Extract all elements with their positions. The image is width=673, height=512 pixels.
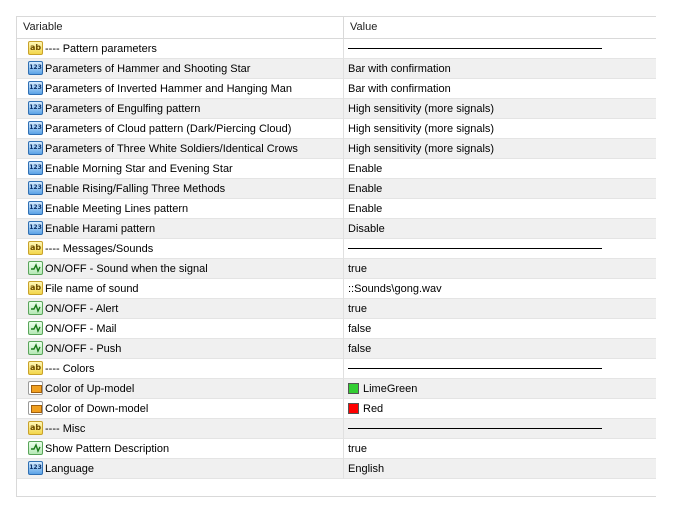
variable-cell[interactable] bbox=[17, 339, 344, 359]
number-type-icon: 123 bbox=[28, 221, 43, 235]
value-cell[interactable] bbox=[344, 379, 656, 399]
number-type-icon: 123 bbox=[28, 101, 43, 115]
variable-label: File name of sound bbox=[45, 283, 139, 295]
value-text: Enable bbox=[348, 203, 383, 215]
table-row[interactable] bbox=[17, 99, 656, 119]
value-text: ::Sounds\gong.wav bbox=[348, 283, 442, 295]
variable-label: Parameters of Engulfing pattern bbox=[45, 103, 201, 115]
table-row[interactable] bbox=[17, 159, 656, 179]
boolean-type-icon bbox=[28, 321, 43, 335]
separator-line bbox=[348, 48, 602, 49]
table-row[interactable] bbox=[17, 199, 656, 219]
variable-cell[interactable] bbox=[17, 79, 344, 99]
value-cell[interactable] bbox=[344, 359, 656, 379]
value-cell[interactable] bbox=[344, 339, 656, 359]
string-type-icon: ab bbox=[28, 281, 43, 295]
number-type-icon: 123 bbox=[28, 161, 43, 175]
value-cell[interactable] bbox=[344, 219, 656, 239]
value-cell[interactable] bbox=[344, 439, 656, 459]
value-text: English bbox=[348, 463, 385, 475]
value-text: High sensitivity (more signals) bbox=[348, 103, 495, 115]
variable-label: ---- Messages/Sounds bbox=[45, 243, 154, 255]
variable-label: Color of Up-model bbox=[45, 383, 135, 395]
variable-label: Enable Meeting Lines pattern bbox=[45, 203, 189, 215]
variable-cell[interactable] bbox=[17, 239, 344, 259]
value-text: false bbox=[348, 343, 372, 355]
variable-label: Parameters of Cloud pattern (Dark/Piercing Cloud) bbox=[45, 123, 292, 135]
string-type-icon: ab bbox=[28, 41, 43, 55]
variable-cell[interactable] bbox=[17, 319, 344, 339]
variable-cell[interactable] bbox=[17, 459, 344, 479]
number-type-icon: 123 bbox=[28, 181, 43, 195]
boolean-type-icon bbox=[28, 301, 43, 315]
value-cell[interactable] bbox=[344, 139, 656, 159]
variable-label: ON/OFF - Mail bbox=[45, 323, 117, 335]
value-text: Disable bbox=[348, 223, 385, 235]
value-cell[interactable] bbox=[344, 179, 656, 199]
value-text: High sensitivity (more signals) bbox=[348, 123, 495, 135]
variable-cell[interactable] bbox=[17, 439, 344, 459]
variable-cell[interactable] bbox=[17, 279, 344, 299]
number-type-icon: 123 bbox=[28, 141, 43, 155]
variable-cell[interactable] bbox=[17, 139, 344, 159]
separator-line bbox=[348, 248, 602, 249]
variable-cell[interactable] bbox=[17, 159, 344, 179]
table-header bbox=[17, 17, 656, 39]
variable-label: Enable Harami pattern bbox=[45, 223, 156, 235]
separator-line bbox=[348, 428, 602, 429]
value-cell[interactable] bbox=[344, 239, 656, 259]
value-text: Bar with confirmation bbox=[348, 83, 451, 95]
variable-label: Parameters of Hammer and Shooting Star bbox=[45, 63, 251, 75]
table-row[interactable] bbox=[17, 59, 656, 79]
number-type-icon: 123 bbox=[28, 201, 43, 215]
color-swatch bbox=[348, 403, 359, 414]
table-row[interactable] bbox=[17, 119, 656, 139]
variable-cell[interactable] bbox=[17, 119, 344, 139]
variable-label: Color of Down-model bbox=[45, 403, 149, 415]
table-row[interactable] bbox=[17, 379, 656, 399]
variable-cell[interactable] bbox=[17, 99, 344, 119]
table-row[interactable] bbox=[17, 259, 656, 279]
color-type-icon bbox=[28, 401, 43, 415]
value-cell[interactable] bbox=[344, 119, 656, 139]
value-cell[interactable] bbox=[344, 399, 656, 419]
variable-label: ---- Pattern parameters bbox=[45, 43, 157, 55]
variable-label: Enable Morning Star and Evening Star bbox=[45, 163, 233, 175]
table-body bbox=[17, 39, 656, 479]
value-cell[interactable] bbox=[344, 299, 656, 319]
value-text: true bbox=[348, 263, 367, 275]
value-text: false bbox=[348, 323, 372, 335]
variable-label: Enable Rising/Falling Three Methods bbox=[45, 183, 226, 195]
boolean-type-icon bbox=[28, 341, 43, 355]
value-cell[interactable] bbox=[344, 419, 656, 439]
value-cell[interactable] bbox=[344, 259, 656, 279]
table-row[interactable] bbox=[17, 419, 656, 439]
value-text: true bbox=[348, 443, 367, 455]
variable-cell[interactable] bbox=[17, 59, 344, 79]
variable-cell[interactable] bbox=[17, 359, 344, 379]
value-cell[interactable] bbox=[344, 39, 656, 59]
table-row[interactable] bbox=[17, 399, 656, 419]
variable-cell[interactable] bbox=[17, 419, 344, 439]
number-type-icon: 123 bbox=[28, 461, 43, 475]
table-row[interactable] bbox=[17, 279, 656, 299]
value-text: Red bbox=[363, 403, 384, 415]
variable-label: ---- Misc bbox=[45, 423, 86, 435]
number-type-icon: 123 bbox=[28, 81, 43, 95]
color-swatch bbox=[348, 383, 359, 394]
variable-cell[interactable] bbox=[17, 259, 344, 279]
variable-cell[interactable] bbox=[17, 219, 344, 239]
number-type-icon: 123 bbox=[28, 61, 43, 75]
value-text: High sensitivity (more signals) bbox=[348, 143, 495, 155]
boolean-type-icon bbox=[28, 441, 43, 455]
variable-label: ON/OFF - Alert bbox=[45, 303, 119, 315]
table-row[interactable] bbox=[17, 39, 656, 59]
variable-label: ---- Colors bbox=[45, 363, 95, 375]
variable-cell[interactable] bbox=[17, 199, 344, 219]
value-cell[interactable] bbox=[344, 159, 656, 179]
table-row[interactable] bbox=[17, 339, 656, 359]
string-type-icon: ab bbox=[28, 241, 43, 255]
value-cell[interactable] bbox=[344, 459, 656, 479]
value-cell[interactable] bbox=[344, 279, 656, 299]
string-type-icon: ab bbox=[28, 361, 43, 375]
variable-cell[interactable] bbox=[17, 179, 344, 199]
value-text: Enable bbox=[348, 163, 383, 175]
table-row[interactable] bbox=[17, 459, 656, 479]
variable-cell[interactable] bbox=[17, 379, 344, 399]
column-header-variable[interactable]: Variable bbox=[17, 17, 344, 38]
table-row[interactable] bbox=[17, 219, 656, 239]
value-cell[interactable] bbox=[344, 199, 656, 219]
value-cell[interactable] bbox=[344, 59, 656, 79]
value-text: true bbox=[348, 303, 367, 315]
value-cell[interactable] bbox=[344, 99, 656, 119]
table-row[interactable] bbox=[17, 439, 656, 459]
variable-label: ON/OFF - Sound when the signal bbox=[45, 263, 208, 275]
table-row[interactable] bbox=[17, 239, 656, 259]
variable-label: Parameters of Inverted Hammer and Hanging Man bbox=[45, 83, 293, 95]
table-row[interactable] bbox=[17, 179, 656, 199]
variable-cell[interactable] bbox=[17, 399, 344, 419]
table-row[interactable] bbox=[17, 139, 656, 159]
variable-label: Language bbox=[45, 463, 94, 475]
table-row[interactable] bbox=[17, 359, 656, 379]
string-type-icon: ab bbox=[28, 421, 43, 435]
value-cell[interactable] bbox=[344, 319, 656, 339]
value-text: LimeGreen bbox=[363, 383, 418, 395]
variable-label: Parameters of Three White Soldiers/Identical Crows bbox=[45, 143, 298, 155]
column-header-value[interactable]: Value bbox=[350, 21, 378, 33]
variable-label: ON/OFF - Push bbox=[45, 343, 122, 355]
variable-cell[interactable] bbox=[17, 39, 344, 59]
color-type-icon bbox=[28, 381, 43, 395]
number-type-icon: 123 bbox=[28, 121, 43, 135]
separator-line bbox=[348, 368, 602, 369]
boolean-type-icon bbox=[28, 261, 43, 275]
inputs-table bbox=[16, 16, 656, 497]
value-text: Enable bbox=[348, 183, 383, 195]
value-cell[interactable] bbox=[344, 79, 656, 99]
variable-label: Show Pattern Description bbox=[45, 443, 170, 455]
table-row[interactable] bbox=[17, 319, 656, 339]
table-row[interactable] bbox=[17, 299, 656, 319]
variable-cell[interactable] bbox=[17, 299, 344, 319]
table-row[interactable] bbox=[17, 79, 656, 99]
value-text: Bar with confirmation bbox=[348, 63, 451, 75]
